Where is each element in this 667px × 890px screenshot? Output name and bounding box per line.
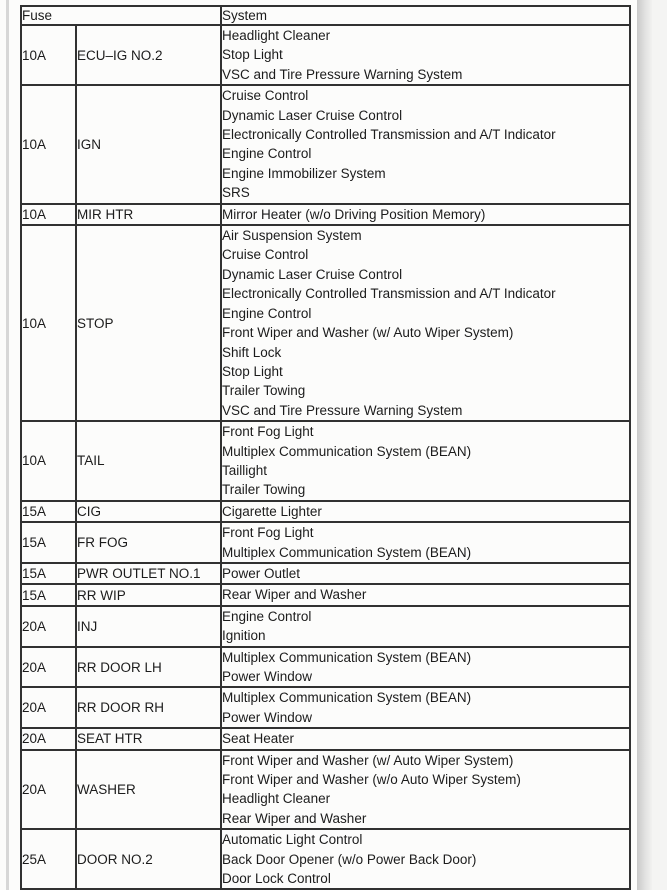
system-line: Trailer Towing (222, 383, 306, 399)
fuse-amp-cell: 10A (21, 225, 76, 421)
system-line: Shift Lock (222, 344, 282, 360)
system-cell (221, 606, 630, 647)
system-cell (221, 728, 630, 749)
system-line: Headlight Cleaner (222, 791, 331, 807)
system-cell (221, 501, 630, 522)
system-line: Headlight Cleaner (222, 28, 331, 43)
system-line: Rear Wiper and Washer (222, 810, 367, 826)
system-line: Engine Control (222, 146, 312, 162)
system-line: Cigarette Lighter (222, 503, 322, 519)
system-cell (221, 563, 630, 584)
fuse-name-cell: STOP (76, 225, 221, 421)
fuse-name-cell: PWR OUTLET NO.1 (76, 563, 221, 584)
fuse-name-cell: IGN (76, 85, 221, 203)
system-line: Engine Control (222, 608, 312, 624)
system-line: Front Fog Light (222, 424, 314, 440)
fuse-name-cell: FR FOG (76, 522, 221, 563)
fuse-amp-cell: 20A (21, 728, 76, 749)
system-line: Air Suspension System (222, 228, 362, 244)
system-line: Cruise Control (222, 88, 309, 104)
fuse-row (21, 687, 630, 728)
system-line: SRS (222, 185, 250, 201)
system-line: Taillight (222, 462, 268, 478)
system-line: Ignition (222, 628, 266, 644)
system-line: Front Wiper and Washer (w/o Auto Wiper System) (222, 772, 521, 788)
fuse-name-cell: CIG (76, 501, 221, 522)
fuse-name-cell: RR DOOR RH (76, 687, 221, 728)
page-edge-right-shadow (637, 0, 652, 890)
system-line: Engine Immobilizer System (222, 165, 386, 181)
system-cell (221, 647, 630, 688)
fuse-row (21, 522, 630, 563)
system-line: Dynamic Laser Cruise Control (222, 107, 403, 123)
fuse-amp-cell: 20A (21, 606, 76, 647)
system-line: Multiplex Communication System (BEAN) (222, 690, 472, 706)
fuse-name-cell: INJ (76, 606, 221, 647)
fuse-table (20, 5, 631, 890)
fuse-row (21, 728, 630, 749)
fuse-table-header-row (21, 6, 630, 25)
fuse-table-body (21, 25, 630, 889)
fuse-amp-cell: 15A (21, 584, 76, 605)
fuse-row (21, 563, 630, 584)
fuse-name-cell: DOOR NO.2 (76, 829, 221, 889)
system-cell (221, 750, 630, 830)
fuse-amp-cell: 25A (21, 829, 76, 889)
system-cell (221, 25, 630, 85)
system-cell (221, 522, 630, 563)
fuse-amp-cell: 10A (21, 85, 76, 203)
system-line: Front Wiper and Washer (w/ Auto Wiper System) (222, 325, 514, 341)
system-cell (221, 421, 630, 501)
fuse-amp-cell: 15A (21, 522, 76, 563)
system-line: Trailer Towing (222, 482, 306, 498)
system-cell (221, 225, 630, 421)
fuse-name-cell: RR WIP (76, 584, 221, 605)
fuse-row (21, 421, 630, 501)
page-edge-left (6, 0, 9, 890)
system-line: Dynamic Laser Cruise Control (222, 266, 403, 282)
system-line: Power Window (222, 709, 313, 725)
fuse-row (21, 25, 630, 85)
fuse-name-cell: WASHER (76, 750, 221, 830)
fuse-name-cell: TAIL (76, 421, 221, 501)
fuse-row (21, 829, 630, 889)
system-line: Front Wiper and Washer (w/ Auto Wiper System) (222, 752, 514, 768)
system-cell (221, 584, 630, 605)
fuse-name-cell: MIR HTR (76, 204, 221, 225)
system-line: Front Fog Light (222, 525, 314, 541)
system-line: Stop Light (222, 47, 283, 63)
system-line: Seat Heater (222, 731, 295, 747)
system-line: Multiplex Communication System (BEAN) (222, 544, 472, 560)
fuse-amp-cell: 10A (21, 25, 76, 85)
fuse-row (21, 750, 630, 830)
fuse-amp-cell: 10A (21, 204, 76, 225)
fuse-amp-cell: 20A (21, 750, 76, 830)
system-line: Power Window (222, 669, 313, 684)
system-line: Stop Light (222, 363, 283, 379)
fuse-name-cell: ECU–IG NO.2 (76, 25, 221, 85)
system-line: Power Outlet (222, 565, 301, 581)
system-line: Back Door Opener (w/o Power Back Door) (222, 851, 477, 867)
fuse-row (21, 225, 630, 421)
fuse-row (21, 606, 630, 647)
system-column-header: System (221, 6, 630, 25)
fuse-row (21, 647, 630, 688)
system-cell (221, 204, 630, 225)
fuse-row (21, 501, 630, 522)
system-line: VSC and Tire Pressure Warning System (222, 402, 463, 418)
system-line: Cruise Control (222, 247, 309, 263)
system-line: Multiplex Communication System (BEAN) (222, 443, 472, 459)
system-cell (221, 687, 630, 728)
fuse-column-header: Fuse (21, 6, 221, 25)
fuse-amp-cell: 20A (21, 687, 76, 728)
system-line: Electronically Controlled Transmission and A/T Indicator (222, 127, 556, 143)
system-line: Electronically Controlled Transmission and A/T Indicator (222, 286, 556, 302)
system-line: Automatic Light Control (222, 832, 363, 848)
system-line: VSC and Tire Pressure Warning System (222, 66, 463, 82)
system-line: Engine Control (222, 305, 312, 321)
fuse-name-cell: SEAT HTR (76, 728, 221, 749)
fuse-amp-cell: 15A (21, 501, 76, 522)
fuse-name-cell: RR DOOR LH (76, 647, 221, 688)
system-line: Multiplex Communication System (BEAN) (222, 649, 472, 665)
fuse-row (21, 204, 630, 225)
fuse-row (21, 85, 630, 203)
system-line: Door Lock Control (222, 871, 331, 887)
system-cell (221, 85, 630, 203)
fuse-amp-cell: 15A (21, 563, 76, 584)
system-line: Mirror Heater (w/o Driving Position Memory) (222, 206, 486, 222)
fuse-amp-cell: 10A (21, 421, 76, 501)
system-cell (221, 829, 630, 889)
fuse-amp-cell: 20A (21, 647, 76, 688)
system-line: Rear Wiper and Washer (222, 587, 367, 603)
page-edge-right-margin (652, 0, 667, 890)
fuse-row (21, 584, 630, 605)
